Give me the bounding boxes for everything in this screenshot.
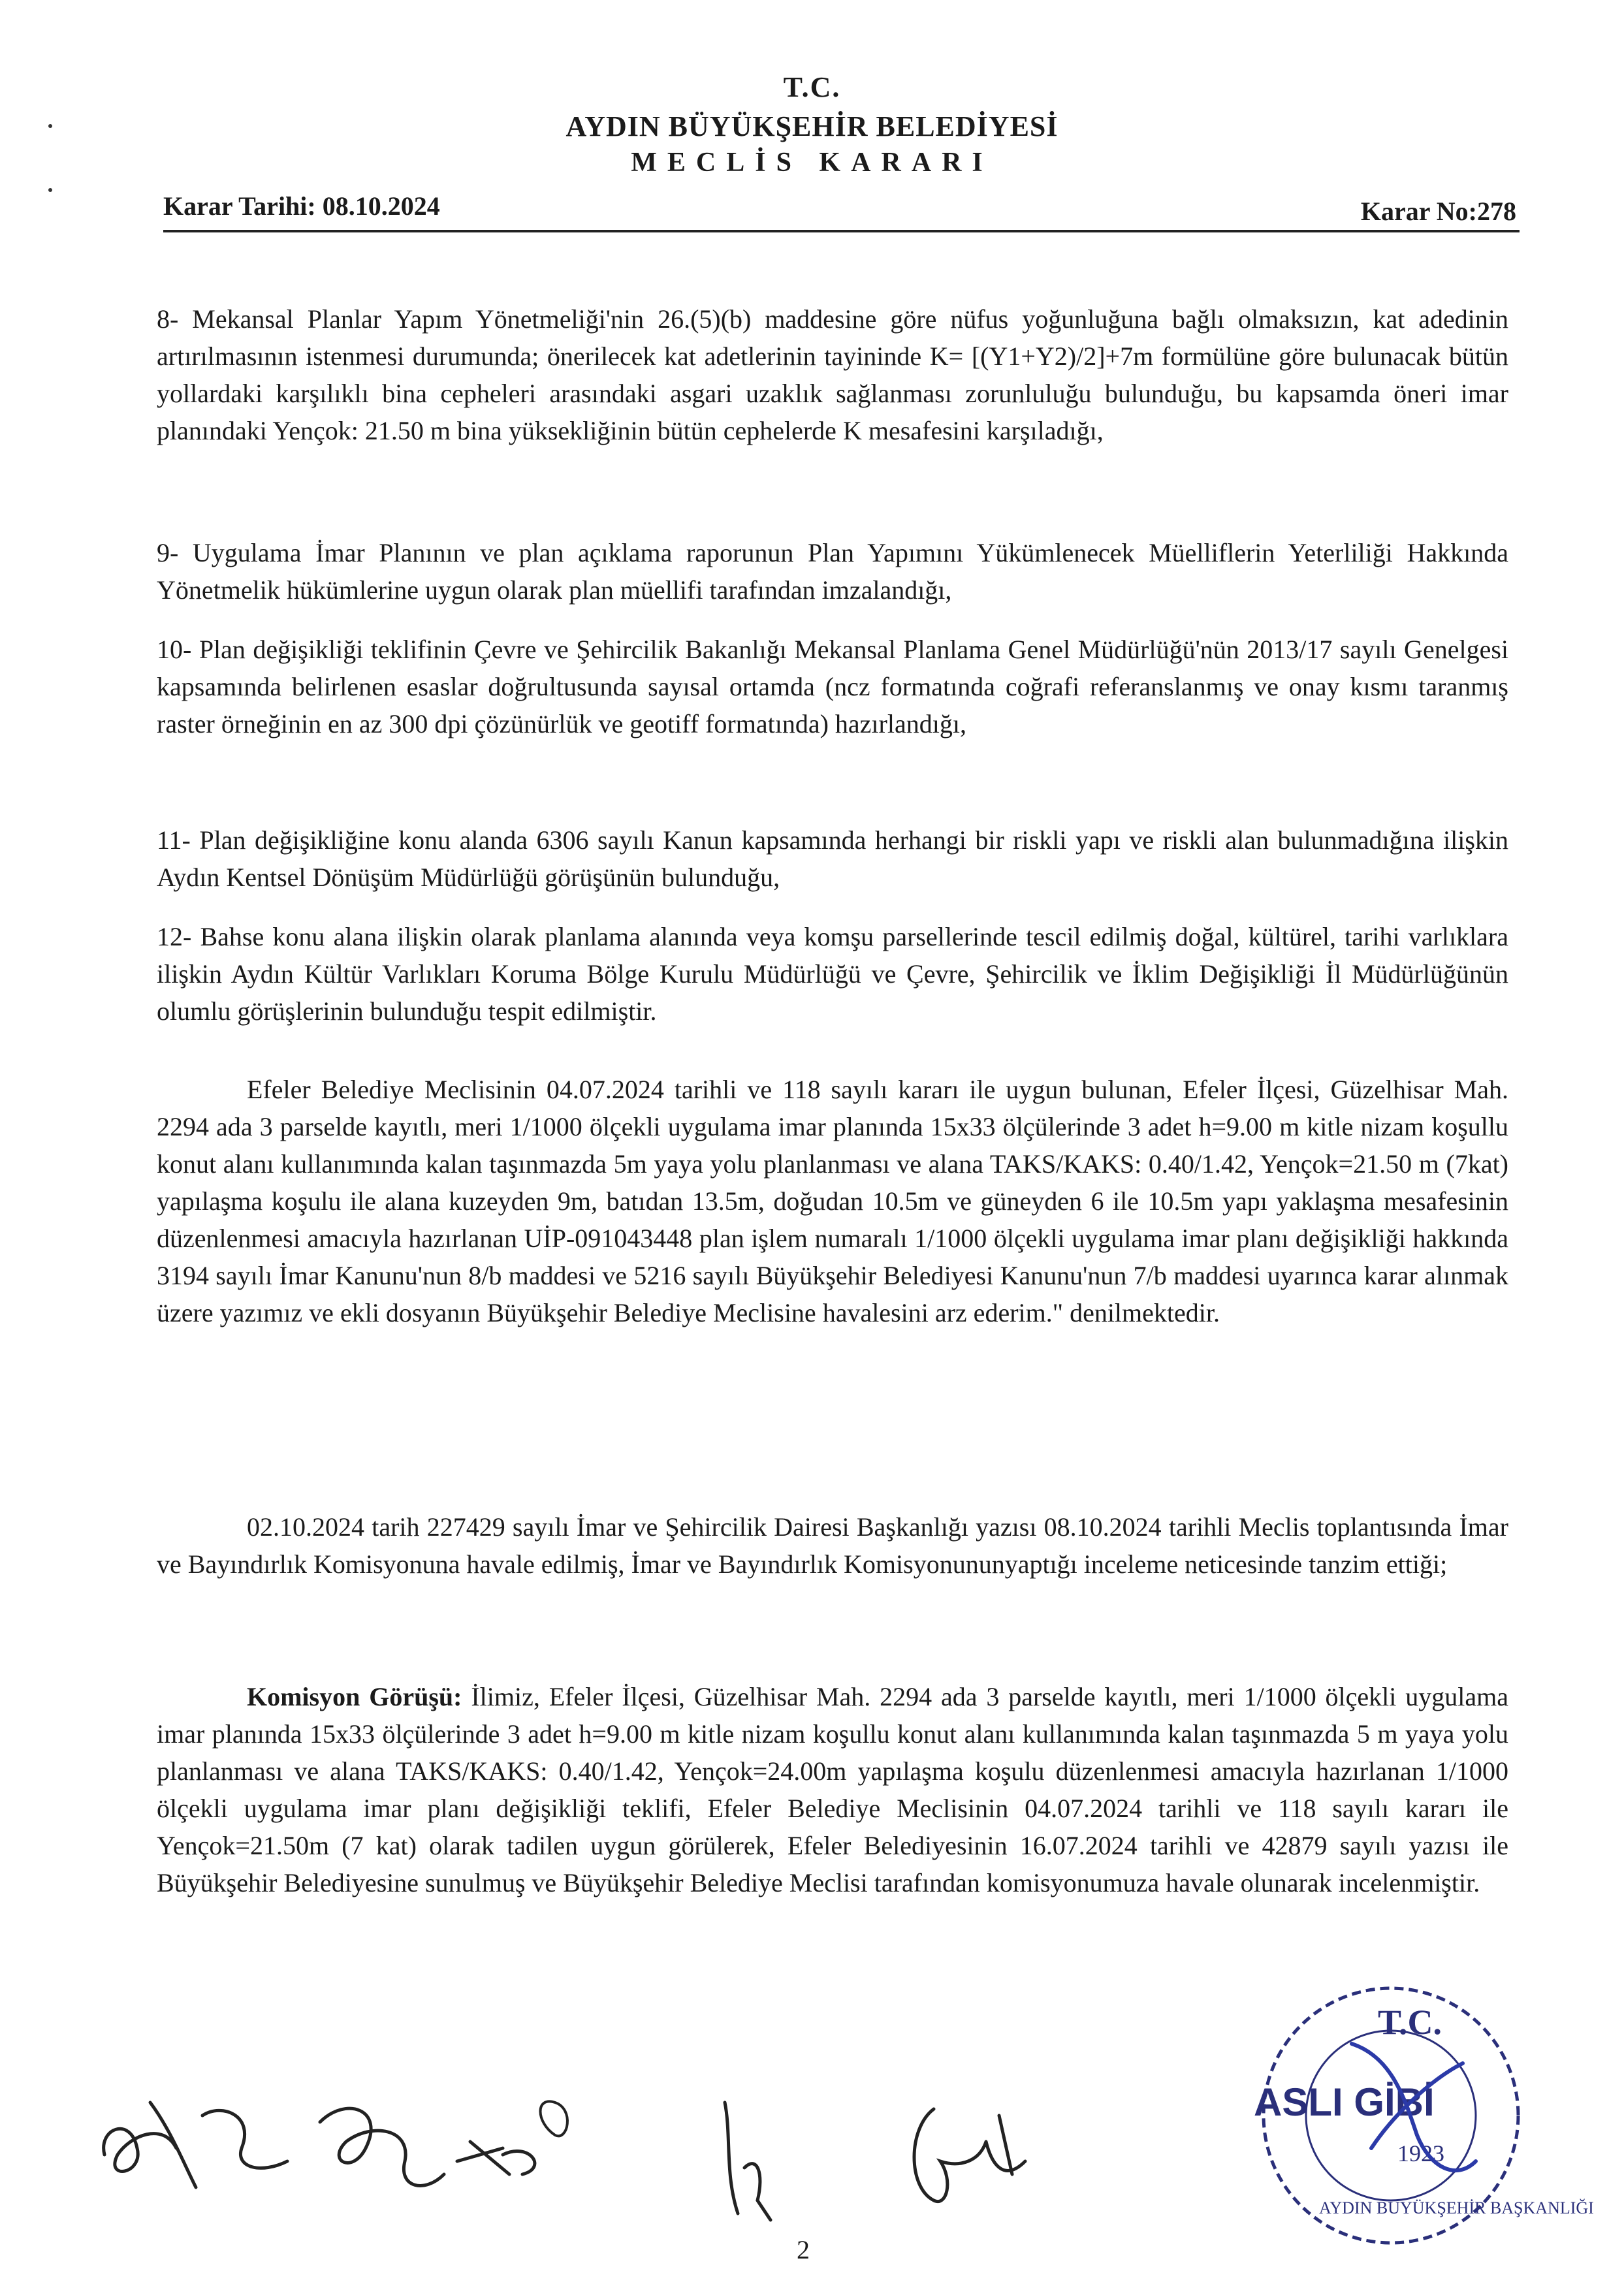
stamp-ring-text: AYDIN BÜYÜKŞEHİR BAŞKANLIĞI (1319, 2198, 1594, 2217)
paragraph-item-11: 11- Plan değişikliğine konu alanda 6306 sayılı Kanun kapsamında herhangi bir riskli yapı ve riskli alan bulunmadığına ilişkin Aydın Kentsel Dönüşüm Müdürlüğü görüşünün bulunduğu, (157, 825, 1508, 892)
signature-1 (91, 2076, 300, 2207)
paragraph-item-9: 9- Uygulama İmar Planının ve plan açıklama raporunun Plan Yapımını Yükümlenecek Müelliflerin Yeterliliği Hakkında Yönetmelik hükümlerine uygun olarak plan müellifi tarafından imzalandığı, (157, 538, 1508, 605)
margin-mark (48, 188, 52, 192)
signature-4 (895, 2089, 1045, 2220)
official-stamp (1241, 1965, 1594, 2253)
page-number: 2 (797, 2235, 810, 2264)
header-document-type: MECLİS KARARI (631, 148, 993, 178)
stamp-year-text: 1923 (1397, 2140, 1444, 2166)
paragraph-item-12: 12- Bahse konu alana ilişkin olarak planlama alanında veya komşu parsellerinde tescil edilmiş doğal, kültürel, tarihi varlıklara ilişkin Aydın Kültür Varlıkları Koruma Bölge Kurulu Müdürlüğü ve Çevre, Şehircilik ve İklim Değişikliği İl Müdürlüğünün olumlu görüşlerinin bulunduğu tespit edilmiştir. (157, 922, 1508, 1026)
paragraph-item-10: 10- Plan değişikliği teklifinin Çevre ve Şehircilik Bakanlığı Mekansal Planlama Genel Müdürlüğü'nün 2013/17 sayılı Genelgesi kapsamında belirlenen esaslar doğrultusunda sayısal ortamda (ncz formatında coğrafi referanslanmış ve onay kısmı taranmış raster örneğinin en az 300 dpi çözünürlük ve geotiff formatında) hazırlandığı, (157, 635, 1508, 738)
decision-date: Karar Tarihi: 08.10.2024 (163, 191, 440, 221)
header-divider (163, 230, 1520, 232)
signature-3 (705, 2096, 784, 2227)
paragraph-efeler-decision: Efeler Belediye Meclisinin 04.07.2024 tarihli ve 118 sayılı kararı ile uygun bulunan, Efeler İlçesi, Güzelhisar Mah. 2294 ada 3 parselde kayıtlı, meri 1/1000 ölçekli uygulama imar planında 15x33 ölçülerinde 3 adet h=9.00 m kitle nizam koşullu konut alanı kullanımında kalan taşınmazda 5m yaya yolu planlanması ve alana TAKS/KAKS: 0.40/1.42, Yençok=21.50 m (7kat) yapılaşma koşulu ile alana kuzeyden 9m, batıdan 13.5m, doğudan 10.5m ve güneyden 6 ile 10.5m yapı yaklaşma mesafesinin düzenlenmesi amacıyla hazırlanan UİP-091043448 plan işlem numaralı 1/1000 ölçekli uygulama imar planı değişikliği hakkında 3194 sayılı İmar Kanunu'nun 8/b maddesi ve 5216 sayılı Büyükşehir Belediyesi Kanunu'nun 7/b maddesi uyarınca karar alınmak üzere yazımız ve ekli dosyanın Büyükşehir Belediye Meclisine havalesini arz ederim." denilmektedir. (157, 1075, 1508, 1327)
commission-opinion-label: Komisyon Görüşü: (247, 1682, 462, 1711)
paragraph-commission-opinion (157, 1678, 1508, 1901)
decision-number: Karar No:278 (1360, 197, 1516, 226)
stamp-top-text: T.C. (1378, 2003, 1442, 2042)
header-country: T.C. (783, 71, 841, 103)
paragraph-item-8: 8- Mekansal Planlar Yapım Yönetmeliği'nin 26.(5)(b) maddesine göre nüfus yoğunluğuna bağlı olmaksızın, kat adedinin artırılmasının istenmesi durumunda; önerilecek kat adetlerinin tayininde K= [(Y1+Y2)/2]+7m formülüne göre bulunacak bütün yollardaki karşılıklı bina cepheleri arasındaki asgari uzaklık sağlanması zorunluluğu bulunduğu, bu kapsamda öneri imar planındaki Yençok: 21.50 m bina yüksekliğinin bütün cephelerde K mesafesini karşıladığı, (157, 304, 1508, 445)
commission-opinion-text: İlimiz, Efeler İlçesi, Güzelhisar Mah. 2294 ada 3 parselde kayıtlı, meri 1/1000 ölçekli uygulama imar planında 15x33 ölçülerinde 3 adet h=9.00 m kitle nizam koşullu konut alanı kullanımında kalan taşınmazda 5 m yaya yolu planlanması ve alana TAKS/KAKS: 0.40/1.42, Yençok=24.00m yapılaşma koşulu düzenlenmesi amacıyla hazırlanan 1/1000 ölçekli uygulama imar planı değişikliği teklifi, Efeler Belediye Meclisinin 04.07.2024 tarihli ve 118 sayılı kararı ile Yençok=21.50m (7 kat) olarak tadilen uygun görülerek, Efeler Belediyesinin 16.07.2024 tarihli ve 42879 sayılı yazısı ile Büyükşehir Belediyesine sunulmuş ve Büyükşehir Belediye Meclisi tarafından komisyonumuza havale olunarak incelenmiştir. (157, 1682, 1509, 1897)
paragraph-referral: 02.10.2024 tarih 227429 sayılı İmar ve Şehircilik Dairesi Başkanlığı yazısı 08.10.2024 tarihli Meclis toplantısında İmar ve Bayındırlık Komisyonuna havale edilmiş, İmar ve Bayındırlık Komisyonununyaptığı inceleme neticesinde tanzim ettiği; (157, 1512, 1508, 1579)
signature-2 (307, 2083, 607, 2213)
stamp-name-text: ASLI GİBİ (1254, 2080, 1435, 2124)
header-institution: AYDIN BÜYÜKŞEHİR BELEDİYESİ (565, 110, 1059, 142)
